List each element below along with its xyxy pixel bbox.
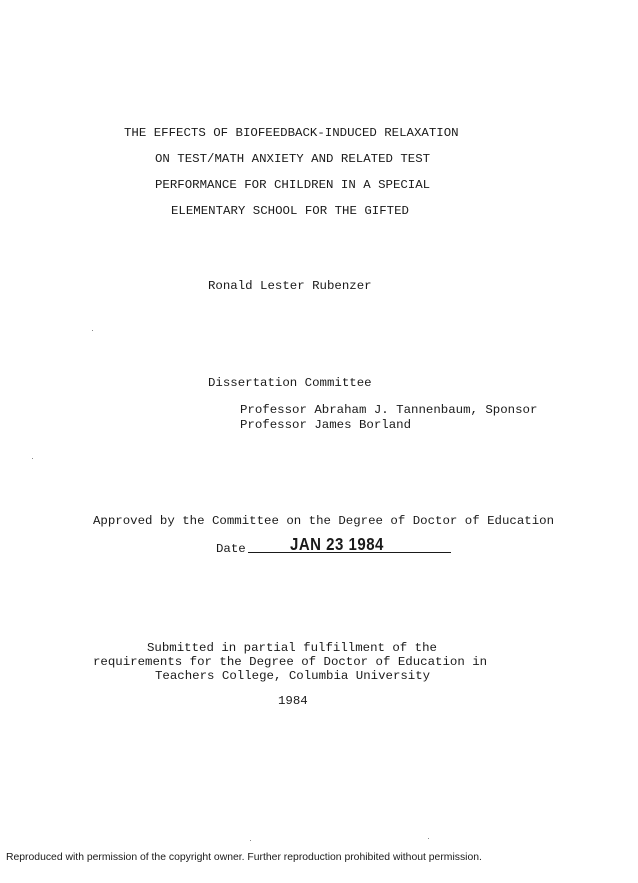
scan-speck (32, 458, 33, 459)
scan-speck (250, 840, 251, 841)
dissertation-title-line-1: THE EFFECTS OF BIOFEEDBACK-INDUCED RELAXATION (124, 126, 459, 140)
copyright-footer: Reproduced with permission of the copyright owner. Further reproduction prohibited without permission. (6, 852, 482, 863)
author-name: Ronald Lester Rubenzer (208, 279, 372, 293)
dissertation-title-line-2: ON TEST/MATH ANXIETY AND RELATED TEST (155, 152, 431, 166)
date-label: Date (216, 542, 246, 556)
dissertation-title-line-4: ELEMENTARY SCHOOL FOR THE GIFTED (171, 204, 409, 218)
committee-member-2: Professor James Borland (240, 418, 412, 432)
submission-line-1: Submitted in partial fulfillment of the (147, 641, 437, 655)
committee-heading: Dissertation Committee (208, 376, 372, 390)
submission-year: 1984 (278, 694, 308, 708)
dissertation-title-line-3: PERFORMANCE FOR CHILDREN IN A SPECIAL (155, 178, 431, 192)
date-stamp: JAN 23 1984 (290, 535, 384, 555)
approval-statement: Approved by the Committee on the Degree of Doctor of Education (93, 514, 555, 528)
committee-member-sponsor: Professor Abraham J. Tannenbaum, Sponsor (240, 403, 538, 417)
scan-speck (428, 838, 429, 839)
scan-speck (92, 330, 93, 331)
submission-line-3: Teachers College, Columbia University (155, 669, 431, 683)
submission-line-2: requirements for the Degree of Doctor of Education in (93, 655, 488, 669)
